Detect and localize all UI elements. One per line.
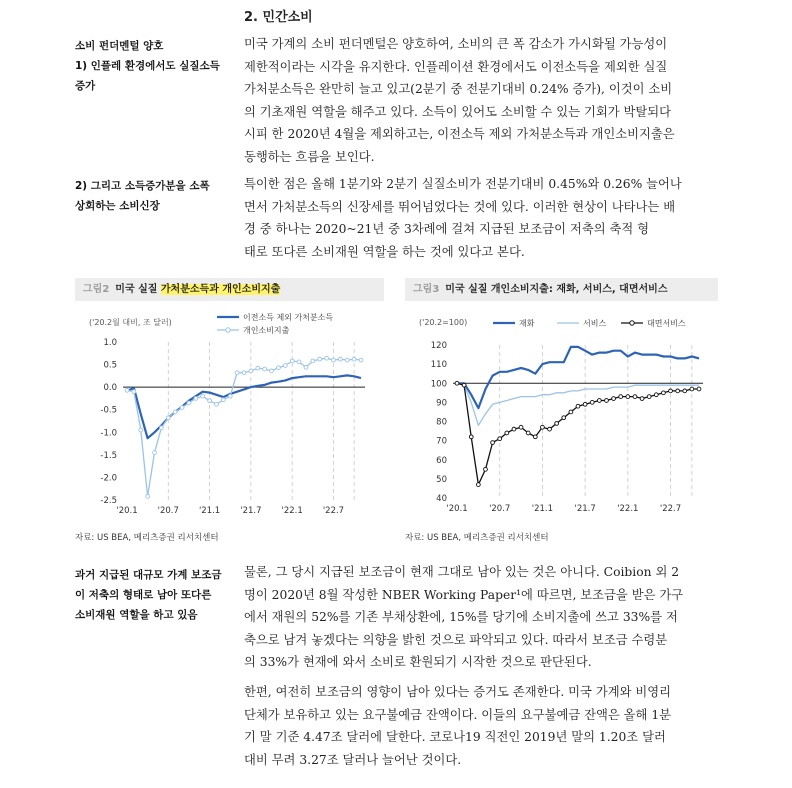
data-point [690, 387, 694, 391]
x-tick-label: '21.7 [574, 504, 596, 514]
data-point [338, 357, 342, 361]
data-point [270, 369, 274, 373]
figure-title: 과 [209, 284, 223, 295]
data-point [166, 416, 170, 420]
x-tick-label: '20.1 [446, 504, 468, 514]
data-point [697, 387, 701, 391]
side-note-line: 소비재원 역할을 하고 있음 [75, 609, 198, 621]
side-note-line: 1) 인플레 환경에서도 실질소득 [75, 60, 220, 72]
side-note-2 [75, 176, 235, 216]
x-tick-label: '21.1 [198, 506, 221, 516]
y-tick-label: 40 [436, 494, 447, 504]
paragraph-line: 한편, 여전히 보조금의 영향이 남아 있다는 증거도 존재한다. 미국 가계와 비영리 [244, 685, 672, 699]
y-tick-label: -2.0 [100, 473, 117, 484]
figure-2-header [75, 278, 384, 301]
figure-3-source: 자료: US BEA, 메리츠증권 리서치센터 [405, 533, 549, 543]
data-point [215, 402, 219, 406]
side-note-line: 상회하는 소비신장 [75, 200, 160, 212]
paragraph-line: 제한적이라는 시각을 유지한다. 인플레이션 환경에서도 이전소득을 제외한 실질 [244, 59, 668, 74]
side-note-line: 소비 펀더멘털 양호 [75, 40, 164, 52]
data-point [619, 395, 623, 399]
data-point [555, 422, 559, 426]
y-tick-label: 100 [430, 379, 447, 390]
legend-label: 서비스 [583, 319, 607, 328]
data-point [180, 406, 184, 410]
figure-title-highlight: 개인소비지출 [222, 284, 281, 295]
side-note-line: 2) 그리고 소득증가분을 소폭 [75, 180, 210, 192]
side-note-line: 증가 [75, 80, 96, 92]
data-point [221, 398, 225, 402]
data-point [160, 426, 164, 430]
chart-unit-note: ('20.2월 대비, 조 달러) [89, 318, 172, 327]
y-tick-label: 90 [436, 398, 447, 409]
data-point [583, 402, 587, 406]
data-point [640, 397, 644, 401]
data-point [228, 394, 232, 398]
side-note-line: 과거 지급된 대규모 가계 보조금 [75, 569, 222, 581]
paragraph-3 [244, 561, 718, 674]
data-point [533, 435, 537, 439]
figure-title-highlight: 가처분소득 [160, 284, 210, 295]
y-tick-label: 110 [430, 360, 447, 371]
y-tick-label: 50 [436, 474, 447, 485]
data-point [201, 394, 205, 398]
data-point [325, 356, 329, 360]
figure-2-source: 자료: US BEA, 메리츠증권 리서치센터 [75, 533, 219, 543]
paragraph-line: 의 33%가 현재에 와서 소비로 환원되기 시작한 것으로 판단된다. [244, 655, 592, 669]
data-point [304, 365, 308, 369]
paragraph-line: 가처분소득은 완만히 늘고 있고(2분기 중 전분기대비 0.24% 증가), 이것이 소비 [244, 82, 673, 96]
data-point [562, 416, 566, 420]
data-point [605, 399, 609, 403]
data-point [633, 395, 637, 399]
data-point [683, 389, 687, 393]
data-point [146, 494, 150, 498]
data-point [626, 395, 630, 399]
data-point [311, 359, 315, 363]
data-point [505, 431, 509, 435]
legend-marker [226, 328, 230, 332]
x-tick-label: '21.1 [531, 504, 554, 514]
data-point [491, 441, 495, 445]
y-tick-label: -0.5 [100, 405, 117, 416]
section-title: 2. 민간소비 [244, 10, 313, 25]
legend-marker [630, 321, 634, 325]
data-point [455, 381, 459, 385]
x-tick-label: '20.1 [116, 506, 138, 516]
data-point [297, 360, 301, 364]
y-tick-label: 60 [436, 455, 447, 466]
paragraph-line: 면서 가처분소득의 신장세를 뛰어넘었다는 것에 있다. 이러한 현상이 나타나는 배 [244, 199, 676, 214]
paragraph-line: 경 중 하나는 2020~21년 중 3차례에 걸쳐 지급된 보조금이 저축의 축적 형 [244, 222, 650, 236]
paragraph-line: 특이한 점은 올해 1분기와 2분기 실질소비가 전분기대비 0.45%와 0.26% 늘어나 [244, 177, 682, 191]
data-point [484, 467, 488, 471]
paragraph-line: 축으로 남겨 놓겠다는 의향을 밝힌 것으로 파악되고 있다. 따라서 보조금 수령분 [244, 632, 668, 647]
data-point [676, 389, 680, 393]
data-point [519, 425, 523, 429]
x-tick-label: '21.7 [240, 506, 262, 516]
paragraph-4 [244, 681, 718, 771]
data-point [569, 410, 573, 414]
y-tick-label: 70 [436, 436, 447, 447]
paragraph-line: 단체가 보유하고 있는 요구불예금 잔액이다. 이들의 요구불예금 잔액은 올해 1분 [244, 707, 672, 722]
y-tick-label: 0.0 [103, 383, 117, 394]
paragraph-line: 물론, 그 당시 지급된 보조금이 현재 그대로 남아 있는 것은 아니다. Coibion 외 2 [244, 565, 680, 579]
data-point [512, 427, 516, 431]
data-point [498, 437, 502, 441]
figure-number: 그림2 [83, 284, 110, 295]
paragraph-line: 기 말 기준 4.47조 달러에 달한다. 코로나19 직전인 2019년 말의 1.20조 달러 [244, 730, 666, 744]
paragraph-line: 명이 2020년 8월 작성한 NBER Working Paper¹에 따르면, 보조금을 받은 가구 [244, 587, 684, 602]
paragraph-line: 태로 또다른 소비재원 역할을 하는 것에 있다고 본다. [244, 244, 525, 259]
data-point [332, 358, 336, 362]
y-tick-label: 80 [436, 417, 447, 428]
data-point [359, 358, 363, 362]
data-point [669, 389, 673, 393]
data-point [318, 357, 322, 361]
data-point [283, 364, 287, 368]
data-point [235, 371, 239, 375]
data-point [277, 366, 281, 370]
y-tick-label: -1.5 [100, 450, 117, 461]
data-point [208, 399, 212, 403]
data-point [476, 483, 480, 487]
paragraph-line: 에서 재원의 52%를 기존 부채상환에, 15%를 당기에 소비지출에 쓰고 33%를 저 [244, 610, 678, 624]
y-tick-label: 1.0 [103, 338, 117, 348]
data-point [290, 359, 294, 363]
paragraph-line: 의 기초재원 역할을 해주고 있다. 소득이 있어도 소비할 수 있는 기회가 박탈되다 [244, 104, 672, 119]
data-point [132, 390, 136, 394]
paragraph-line: 대비 무려 3.27조 달러나 늘어난 것이다. [244, 752, 462, 767]
data-point [662, 391, 666, 395]
legend-label: 개인소비지출 [243, 326, 290, 335]
series-line-3 [457, 383, 699, 484]
data-point [647, 395, 651, 399]
data-point [139, 428, 143, 432]
data-point [469, 435, 473, 439]
y-tick-label: 120 [430, 341, 447, 351]
data-point [352, 357, 356, 361]
chart-disposable-income-consumption [75, 305, 385, 525]
figure-title: 미국 실질 [115, 284, 161, 295]
side-note-3 [75, 565, 235, 625]
y-tick-label: -2.5 [100, 496, 117, 506]
paragraph-2 [244, 173, 718, 263]
data-point [526, 431, 530, 435]
data-point [153, 451, 157, 455]
figure-title: 미국 실질 개인소비지출: 재화, 서비스, 대면서비스 [445, 284, 668, 295]
x-tick-label: '20.7 [157, 506, 179, 516]
data-point [597, 399, 601, 403]
y-tick-label: -1.0 [100, 428, 117, 439]
data-point [612, 397, 616, 401]
paragraph-1 [244, 33, 718, 168]
data-point [242, 371, 246, 375]
chart-unit-note: ('20.2=100) [419, 318, 468, 327]
data-point [654, 393, 658, 397]
x-tick-label: '22.7 [322, 506, 345, 516]
x-tick-label: '20.7 [489, 504, 511, 514]
side-note-1 [75, 36, 235, 96]
legend-label: 대면서비스 [647, 319, 686, 328]
x-tick-label: '22.1 [281, 506, 303, 516]
legend-label: 재화 [519, 319, 535, 328]
data-point [249, 369, 253, 373]
data-point [590, 400, 594, 404]
paragraph-line: 동행하는 흐름을 보인다. [244, 149, 375, 164]
data-point [173, 410, 177, 414]
data-point [548, 427, 552, 431]
side-note-line: 이 저축의 형태로 남아 또다른 [75, 589, 212, 601]
figure-number: 그림3 [413, 284, 440, 295]
data-point [194, 397, 198, 401]
figure-3-header [405, 278, 718, 301]
data-point [256, 366, 260, 370]
x-tick-label: '22.1 [617, 504, 639, 514]
data-point [187, 401, 191, 405]
paragraph-line: 미국 가계의 소비 펀더멘털은 양호하여, 소비의 큰 폭 감소가 가시화될 가능성이 [244, 37, 668, 51]
data-point [541, 425, 545, 429]
data-point [462, 383, 466, 387]
data-point [345, 358, 349, 362]
chart-consumption-breakdown [405, 305, 718, 525]
legend-label: 이전소득 제외 가처분소득 [243, 313, 334, 322]
data-point [125, 388, 129, 392]
series-line-1 [457, 347, 699, 408]
data-point [576, 404, 580, 408]
x-tick-label: '22.7 [659, 504, 682, 514]
y-tick-label: 0.5 [103, 360, 117, 371]
paragraph-line: 시피 한 2020년 4월을 제외하고는, 이전소득 제외 가처분소득과 개인소비지출은 [244, 127, 675, 141]
data-point [263, 367, 267, 371]
